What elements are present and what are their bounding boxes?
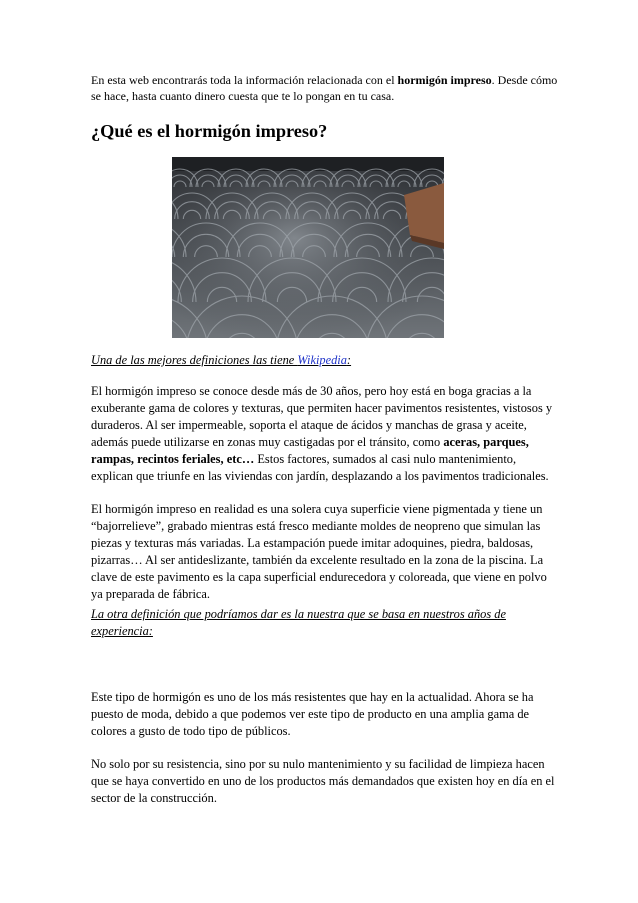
wikipedia-link[interactable]: Wikipedia (297, 353, 347, 367)
own-definition-intro: La otra definición que podríamos dar es la nuestra que se basa en nuestros años de experiencia: (91, 607, 506, 638)
body-paragraph-2: El hormigón impreso en realidad es una solera cuya superficie viene pigmentada y tiene un “bajorrelieve”, grabado mientras está fresco mediante moldes de neopreno que simulan las piezas y texturas más variadas. La estampación puede imitar adoquines, piedra, baldosas, pizarras… Al ser antideslizante, también da excelente resultado en la zona de la piscina. La clave de este pavimento es la capa superficial endurecedora y coloreada, que viene en polvo ya preparada de fábrica. (91, 502, 547, 601)
intro-text: En esta web encontrarás toda la información relacionada con el (91, 73, 398, 87)
body-paragraph-3: Este tipo de hormigón es uno de los más resistentes que hay en la actualidad. Ahora se ha puesto de moda, debido a que podemos ver este tipo de producto en una amplia gama de colores a gusto de todo tipo de públicos. (91, 690, 534, 738)
intro-text-end: . Desde cómo se hace, hasta cuanto dinero cuesta que te lo pongan en tu casa. (91, 73, 558, 103)
intro-keyword: hormigón impreso (397, 73, 492, 87)
stamped-concrete-photo (172, 157, 444, 338)
paragraph-1-emphasis: aceras, parques, rampas, recintos feriales, etc… (91, 434, 529, 466)
body-paragraph-1 (91, 383, 556, 484)
intro-paragraph (91, 72, 561, 104)
definition-intro-colon: : (346, 353, 352, 367)
body-paragraph-4: No solo por su resistencia, sino por su nulo mantenimiento y su facilidad de limpieza hacen que se haya convertido en uno de los productos más demandados que existen hoy en día en el sector de la construcción. (91, 757, 555, 805)
paragraph-1-text-end: Estos factores, sumados al casi nulo mantenimiento, explican que triunfe en las viviendas con jardín, desplazando a los pavimentos tradicionales. (91, 451, 549, 483)
wikipedia-definition-intro (91, 352, 561, 369)
paragraph-1-text: El hormigón impreso se conoce desde más de 30 años, pero hoy está en boga gracias a la exuberante gama de colores y texturas, que permiten hacer pavimentos resistentes, vistosos y duraderos. Al ser impermeable, soporta el ataque de ácidos y manchas de grasa y aceite, además puede utilizarse en zonas muy castigadas por el tránsito, como (91, 384, 553, 449)
definition-intro-text: Una de las mejores definiciones las tiene (91, 353, 298, 367)
page-heading: ¿Qué es el hormigón impreso? (91, 121, 328, 141)
